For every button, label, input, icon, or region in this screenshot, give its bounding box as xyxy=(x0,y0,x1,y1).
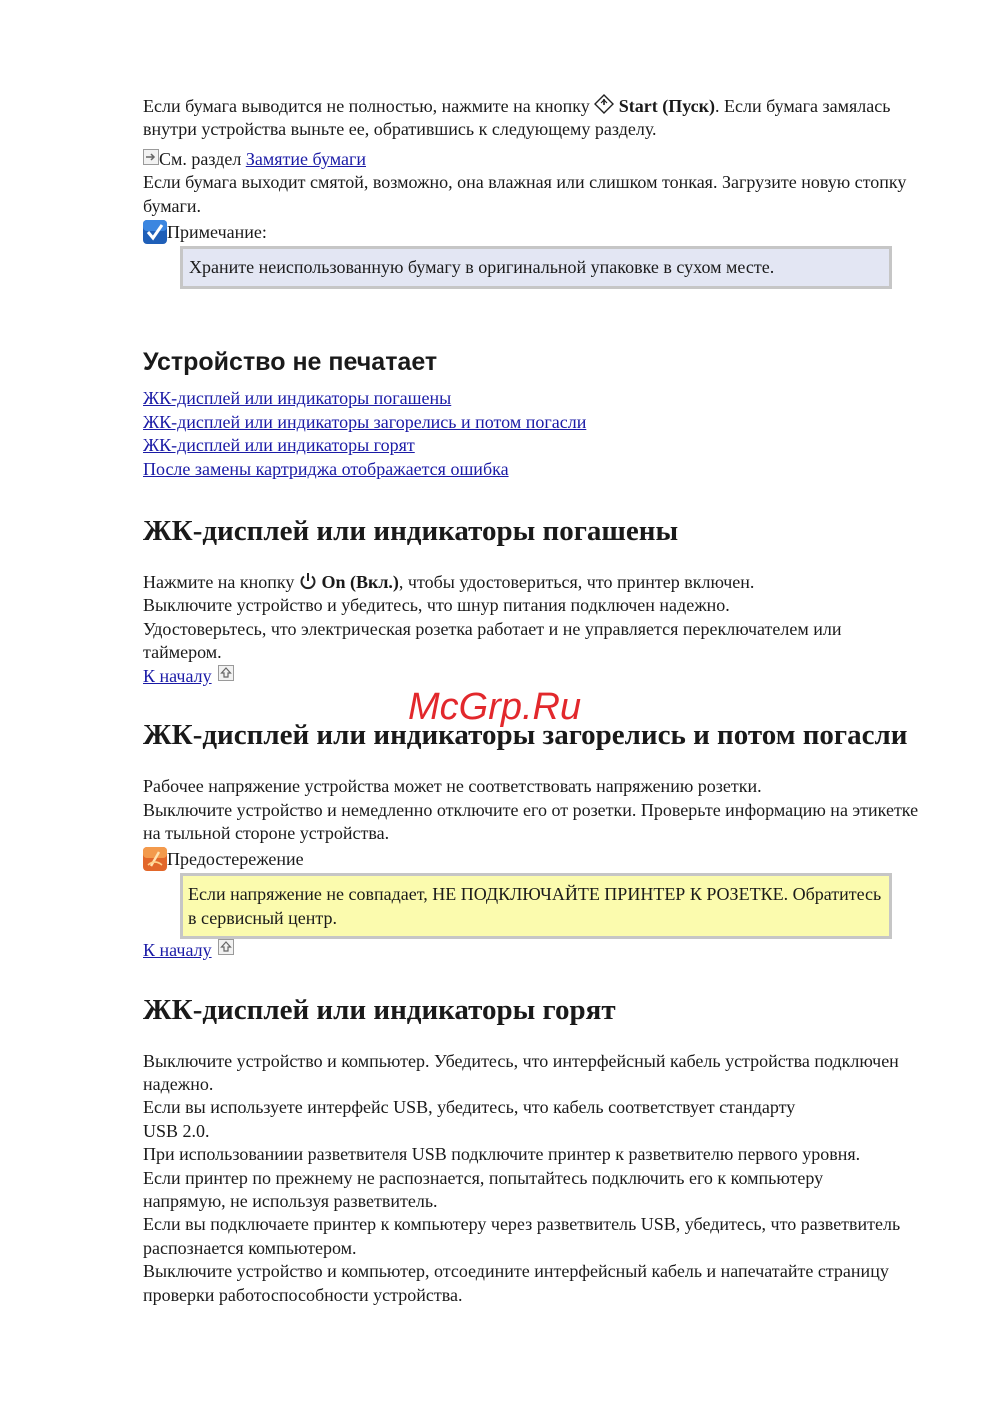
back-to-top-link[interactable]: К началу xyxy=(143,665,212,686)
cross-reference-icon xyxy=(143,149,159,165)
lcd-lit-paragraph-1: Выключите устройство и компьютер. Убедитесь, что интерфейсный кабель устройства подключен надежно. xyxy=(143,1050,899,1094)
lcd-lit-paragraph-2: Если вы используете интерфейс USB, убедитесь, что кабель соответствует стандарту USB 2.0. xyxy=(143,1097,796,1141)
note-box xyxy=(180,246,892,289)
note-header xyxy=(143,220,923,244)
link-cartridge-error[interactable]: После замены картриджа отображается ошибка xyxy=(143,458,509,479)
lcd-lit-paragraph-4: Если вы подключаете принтер к компьютеру через разветвитель USB, убедитесь, что разветвитель распознается компьютером. xyxy=(143,1214,901,1258)
intro-text: Если бумага выводится не полностью, нажмите на кнопку xyxy=(143,96,590,116)
back-to-top-1 xyxy=(143,665,923,688)
lcd-on-off-paragraph-2: Выключите устройство и немедленно отключите его от розетки. Проверьте информацию на этикетке на тыльной стороне устройства. xyxy=(143,799,919,843)
section-title: Устройство не печатает xyxy=(143,348,438,377)
back-to-top-link[interactable]: К началу xyxy=(143,940,212,961)
lcd-off-paragraph-1 xyxy=(143,571,923,594)
note-label: Примечание: xyxy=(167,221,267,242)
see-also xyxy=(143,148,923,171)
section-link-list xyxy=(143,387,923,481)
start-button-label: Start (Пуск) xyxy=(618,96,716,116)
heading-lcd-off: ЖК-дисплей или индикаторы погашены xyxy=(143,515,679,548)
link-lcd-off[interactable]: ЖК-дисплей или индикаторы погашены xyxy=(143,388,452,409)
watermark: McGrp.Ru xyxy=(408,686,582,728)
lcd-off-paragraph-2: Выключите устройство и убедитесь, что шнур питания подключен надежно. xyxy=(143,595,730,616)
paper-jam-link[interactable]: Замятие бумаги xyxy=(245,148,366,169)
on-button-label: On (Вкл.) xyxy=(321,572,399,593)
lcd-lit-paragraph-5: Выключите устройство и компьютер, отсоедините интерфейсный кабель и напечатайте страницу проверки работоспособности устройства. xyxy=(143,1261,889,1305)
power-icon xyxy=(299,572,317,590)
warning-box xyxy=(180,873,892,939)
heading-lcd-lit: ЖК-дисплей или индикаторы горят xyxy=(143,993,616,1026)
lcd-on-off-paragraph-1: Рабочее напряжение устройства может не соответствовать напряжению розетки. xyxy=(143,776,762,797)
warning-header xyxy=(143,847,923,871)
lcd-off-text: Нажмите на кнопку xyxy=(143,572,295,593)
link-lcd-on-then-off[interactable]: ЖК-дисплей или индикаторы загорелись и потом погасли xyxy=(143,411,587,432)
lcd-lit-body xyxy=(143,1050,923,1307)
lcd-off-body xyxy=(143,571,923,688)
intro-paragraph-2: Если бумага выходит смятой, возможно, она влажная или слишком тонкая. Загрузите новую стопку бумаги. xyxy=(143,172,907,216)
back-to-top-2 xyxy=(143,939,923,962)
up-arrow-icon[interactable] xyxy=(218,665,234,681)
note-checkmark-icon xyxy=(143,220,167,244)
start-button-icon xyxy=(594,94,614,114)
up-arrow-icon[interactable] xyxy=(218,939,234,955)
lcd-off-text-cont: , чтобы удостовериться, что принтер включен. xyxy=(398,572,755,593)
warning-text: Если напряжение не совпадает, НЕ ПОДКЛЮЧАЙТЕ ПРИНТЕР К РОЗЕТКЕ. Обратитесь в сервисный центр. xyxy=(188,884,882,928)
see-prefix: См. раздел xyxy=(159,148,242,169)
heading-lcd-on-then-off: ЖК-дисплей или индикаторы загорелись и потом погасли xyxy=(143,719,908,752)
intro-paragraph-1 xyxy=(143,94,923,142)
warning-icon xyxy=(143,847,167,871)
warning-label: Предостережение xyxy=(167,848,304,869)
lcd-on-then-off-body xyxy=(143,775,923,962)
link-lcd-lit[interactable]: ЖК-дисплей или индикаторы горят xyxy=(143,435,415,456)
lcd-off-paragraph-3: Удостоверьтесь, что электрическая розетка работает и не управляется переключателем или таймером. xyxy=(143,618,842,663)
lcd-lit-paragraph-3: При использованиии разветвителя USB подключите принтер к разветвителю первого уровня. Если принтер по прежнему не распознается, попытайтесь подключить его к компьютеру напрямую, не используя разветвитель. xyxy=(143,1144,861,1211)
intro-text-cont: . Если бумага замялась внутри устройства выньте ее, обратившись к следующему разделу. xyxy=(143,96,891,140)
note-text: Храните неиспользованную бумагу в оригинальной упаковке в сухом месте. xyxy=(189,257,775,278)
